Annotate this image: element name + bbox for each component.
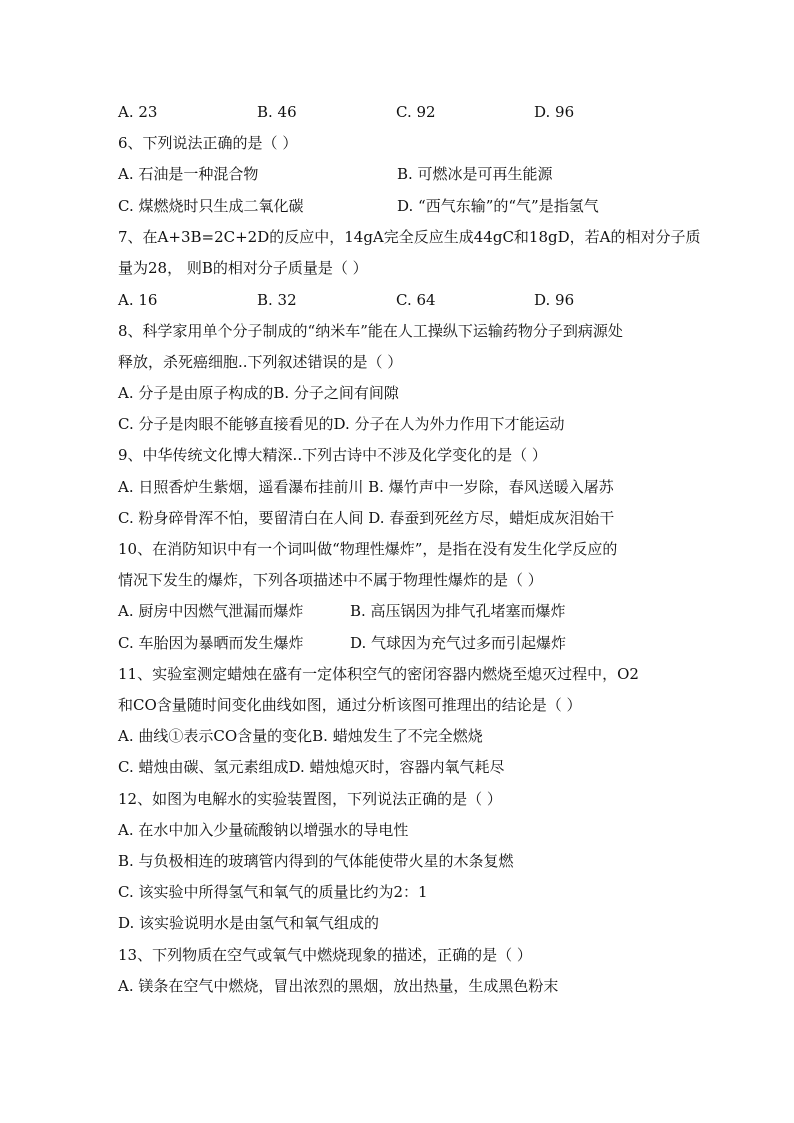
q8-option-cd: C. 分子是肉眼不能够直接看见的D. 分子在人为外力作用下才能运动 [118, 415, 565, 433]
q9-option-ab: A. 日照香炉生紫烟，遥看瀑布挂前川 B. 爆竹声中一岁除，春风送暖入屠苏 [118, 478, 614, 496]
q7-stem-2: 量为28， 则B的相对分子质量是（ ） [118, 259, 368, 277]
option-c: C. 车胎因为暴晒而发生爆炸 [118, 634, 304, 652]
option-d: D. 气球因为充气过多而引起爆炸 [350, 634, 567, 652]
q10-stem-2: 情况下发生的爆炸，下列各项描述中不属于物理性爆炸的是（ ） [118, 571, 543, 589]
q11-option-ab: A. 曲线①表示CO含量的变化B. 蜡烛发生了不完全燃烧 [118, 727, 483, 745]
option-a: A. 16 [118, 291, 158, 309]
option-b: B. 可燃冰是可再生能源 [397, 165, 553, 183]
option-c: C. 64 [396, 291, 436, 309]
q10-stem-1: 10、在消防知识中有一个词叫做“物理性爆炸”，是指在没有发生化学反应的 [118, 540, 618, 558]
q13-option-a: A. 镁条在空气中燃烧，冒出浓烈的黑烟，放出热量，生成黑色粉末 [118, 977, 559, 995]
q8-option-ab: A. 分子是由原子构成的B. 分子之间有间隙 [118, 384, 399, 402]
q9-stem: 9、中华传统文化博大精深..下列古诗中不涉及化学变化的是（ ） [118, 446, 547, 464]
q11-stem-1: 11、实验室测定蜡烛在盛有一定体积空气的密闭容器内燃烧至熄灭过程中，O2 [118, 665, 639, 683]
q12-option-b: B. 与负极相连的玻璃管内得到的气体能使带火星的木条复燃 [118, 852, 514, 870]
option-b: B. 32 [257, 291, 297, 309]
q6-stem: 6、下列说法正确的是（ ） [118, 134, 298, 152]
q11-option-cd: C. 蜡烛由碳、氢元素组成D. 蜡烛熄灭时，容器内氧气耗尽 [118, 758, 505, 776]
q12-option-d: D. 该实验说明水是由氢气和氧气组成的 [118, 914, 380, 932]
q11-stem-2: 和CO含量随时间变化曲线如图，通过分析该图可推理出的结论是（ ） [118, 696, 582, 714]
option-c: C. 92 [396, 103, 436, 121]
q13-stem: 13、下列物质在空气或氧气中燃烧现象的描述，正确的是（ ） [118, 946, 532, 964]
option-b: B. 46 [257, 103, 297, 121]
option-d: D. “西气东输”的“气”是指氢气 [397, 197, 599, 215]
option-c: C. 煤燃烧时只生成二氧化碳 [118, 197, 304, 215]
q8-stem-2: 释放，杀死癌细胞..下列叙述错误的是（ ） [118, 353, 403, 371]
option-a: A. 23 [118, 103, 158, 121]
option-a: A. 石油是一种混合物 [118, 165, 259, 183]
q7-stem-1: 7、在A+3B=2C+2D的反应中，14gA完全反应生成44gC和18gD，若A的相对分子质 [118, 228, 701, 246]
option-d: D. 96 [534, 103, 575, 121]
q12-option-a: A. 在水中加入少量硫酸钠以增强水的导电性 [118, 821, 409, 839]
option-a: A. 厨房中因燃气泄漏而爆炸 [118, 602, 304, 620]
q9-option-cd: C. 粉身碎骨浑不怕，要留清白在人间 D. 春蚕到死丝方尽，蜡炬成灰泪始干 [118, 509, 615, 527]
q12-stem: 12、如图为电解水的实验装置图，下列说法正确的是（ ） [118, 790, 502, 808]
option-d: D. 96 [534, 291, 575, 309]
option-b: B. 高压锅因为排气孔堵塞而爆炸 [350, 602, 566, 620]
q8-stem-1: 8、科学家用单个分子制成的“纳米车”能在人工操纵下运输药物分子到病源处 [118, 322, 623, 340]
q12-option-c: C. 该实验中所得氢气和氧气的质量比约为2：1 [118, 883, 428, 901]
